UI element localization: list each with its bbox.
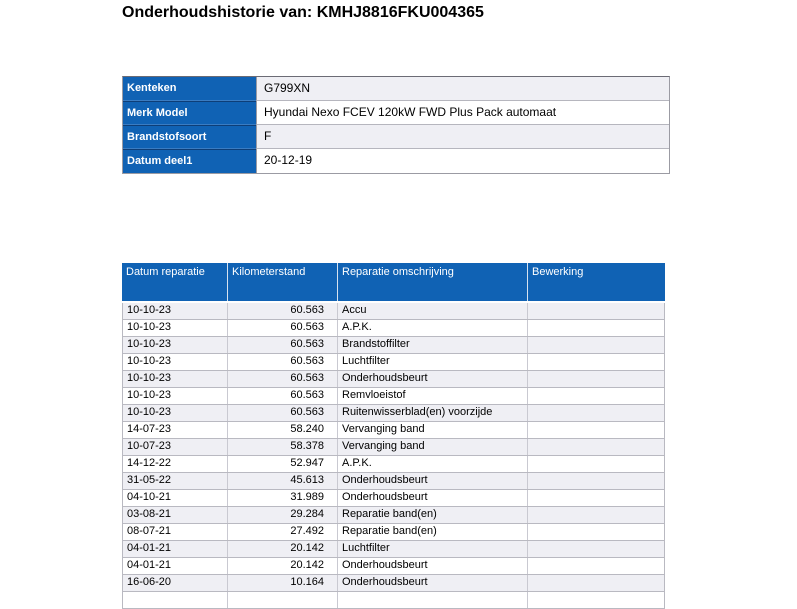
cell-datum-reparatie: 08-07-21 xyxy=(122,524,228,540)
cell-bewerking xyxy=(528,422,665,438)
cell-kilometerstand: 60.563 xyxy=(228,320,338,336)
cell-kilometerstand: 60.563 xyxy=(228,354,338,370)
cell-datum-reparatie: 04-01-21 xyxy=(122,541,228,557)
table-row xyxy=(122,422,665,439)
cell-datum-reparatie: 10-10-23 xyxy=(122,337,228,353)
cell-datum-reparatie: 04-01-21 xyxy=(122,558,228,574)
cell-reparatie-omschrijving: Accu xyxy=(338,303,528,319)
cell-kilometerstand: 29.284 xyxy=(228,507,338,523)
cell-datum-reparatie: 14-12-22 xyxy=(122,456,228,472)
vehicle-info-row xyxy=(123,125,669,149)
vehicle-info-value: Hyundai Nexo FCEV 120kW FWD Plus Pack automaat xyxy=(256,101,669,125)
cell-datum-reparatie: 10-10-23 xyxy=(122,303,228,319)
cell-bewerking xyxy=(528,456,665,472)
cell-kilometerstand: 20.142 xyxy=(228,558,338,574)
cell-reparatie-omschrijving: Onderhoudsbeurt xyxy=(338,575,528,591)
cell-reparatie-omschrijving: Brandstoffilter xyxy=(338,337,528,353)
maintenance-history-table xyxy=(122,263,665,609)
vehicle-info-value: G799XN xyxy=(256,77,669,101)
cell-bewerking xyxy=(528,490,665,506)
cell-bewerking xyxy=(528,524,665,540)
cell-datum-reparatie: 10-10-23 xyxy=(122,371,228,387)
table-row xyxy=(122,541,665,558)
table-row xyxy=(122,320,665,337)
cell-bewerking xyxy=(528,337,665,353)
cell-reparatie-omschrijving: Onderhoudsbeurt xyxy=(338,473,528,489)
cell-kilometerstand: 60.563 xyxy=(228,371,338,387)
cell-reparatie-omschrijving: Luchtfilter xyxy=(338,354,528,370)
cell-bewerking xyxy=(528,558,665,574)
cell-kilometerstand: 60.563 xyxy=(228,388,338,404)
vehicle-info-row xyxy=(123,101,669,125)
cell-datum-reparatie: 14-07-23 xyxy=(122,422,228,438)
cell-bewerking xyxy=(528,320,665,336)
vehicle-info-table xyxy=(122,76,670,174)
cell-reparatie-omschrijving: Reparatie band(en) xyxy=(338,524,528,540)
vehicle-info-value: 20-12-19 xyxy=(256,149,669,173)
cell-reparatie-omschrijving: Onderhoudsbeurt xyxy=(338,371,528,387)
table-row xyxy=(122,490,665,507)
cell-reparatie-omschrijving: Onderhoudsbeurt xyxy=(338,558,528,574)
cell-reparatie-omschrijving: Reparatie band(en) xyxy=(338,507,528,523)
cell-kilometerstand: 20.142 xyxy=(228,541,338,557)
cell-bewerking xyxy=(528,388,665,404)
cell-datum-reparatie: 16-06-20 xyxy=(122,575,228,591)
cell-kilometerstand: 60.563 xyxy=(228,303,338,319)
column-header-reparatie-omschrijving: Reparatie omschrijving xyxy=(338,263,528,301)
cell-kilometerstand: 45.613 xyxy=(228,473,338,489)
vehicle-info-label: Merk Model xyxy=(123,101,256,125)
vehicle-info-row xyxy=(123,77,669,101)
cell-kilometerstand: 27.492 xyxy=(228,524,338,540)
cell-datum-reparatie: 03-08-21 xyxy=(122,507,228,523)
cell-empty xyxy=(528,592,665,608)
table-row xyxy=(122,524,665,541)
cell-bewerking xyxy=(528,473,665,489)
table-row xyxy=(122,507,665,524)
table-row xyxy=(122,456,665,473)
table-row xyxy=(122,575,665,592)
cell-bewerking xyxy=(528,541,665,557)
column-header-datum-reparatie: Datum reparatie xyxy=(122,263,228,301)
cell-reparatie-omschrijving: A.P.K. xyxy=(338,320,528,336)
cell-bewerking xyxy=(528,303,665,319)
table-row xyxy=(122,473,665,490)
cell-datum-reparatie: 31-05-22 xyxy=(122,473,228,489)
cell-kilometerstand: 31.989 xyxy=(228,490,338,506)
cell-kilometerstand: 58.378 xyxy=(228,439,338,455)
vehicle-info-label: Kenteken xyxy=(123,77,256,101)
cell-bewerking xyxy=(528,575,665,591)
cell-datum-reparatie: 04-10-21 xyxy=(122,490,228,506)
maintenance-table-body xyxy=(122,303,665,609)
cell-kilometerstand: 60.563 xyxy=(228,405,338,421)
page-title: Onderhoudshistorie van: KMHJ8816FKU004365 xyxy=(122,4,484,21)
cell-bewerking xyxy=(528,439,665,455)
vehicle-info-value: F xyxy=(256,125,669,149)
table-row xyxy=(122,388,665,405)
cell-bewerking xyxy=(528,371,665,387)
cell-datum-reparatie: 10-10-23 xyxy=(122,354,228,370)
vehicle-info-row xyxy=(123,149,669,173)
cell-datum-reparatie: 10-10-23 xyxy=(122,405,228,421)
cell-kilometerstand: 58.240 xyxy=(228,422,338,438)
cell-datum-reparatie: 10-10-23 xyxy=(122,388,228,404)
table-row xyxy=(122,558,665,575)
cell-kilometerstand: 10.164 xyxy=(228,575,338,591)
column-header-bewerking: Bewerking xyxy=(532,266,584,278)
cell-reparatie-omschrijving: Vervanging band xyxy=(338,422,528,438)
cell-kilometerstand: 52.947 xyxy=(228,456,338,472)
cell-empty xyxy=(122,592,228,608)
cell-empty xyxy=(228,592,338,608)
cell-bewerking xyxy=(528,354,665,370)
cell-bewerking xyxy=(528,507,665,523)
cell-reparatie-omschrijving: Remvloeistof xyxy=(338,388,528,404)
cell-datum-reparatie: 10-07-23 xyxy=(122,439,228,455)
maintenance-table-header xyxy=(122,263,665,301)
column-header-kilometerstand: Kilometerstand xyxy=(228,263,338,301)
cell-empty xyxy=(338,592,528,608)
cell-reparatie-omschrijving: Onderhoudsbeurt xyxy=(338,490,528,506)
table-row xyxy=(122,354,665,371)
cell-reparatie-omschrijving: Luchtfilter xyxy=(338,541,528,557)
vehicle-info-label: Brandstofsoort xyxy=(123,125,256,149)
cell-reparatie-omschrijving: A.P.K. xyxy=(338,456,528,472)
table-row-partial xyxy=(122,592,665,609)
table-row xyxy=(122,405,665,422)
vehicle-info-label: Datum deel1 xyxy=(123,149,256,173)
cell-reparatie-omschrijving: Ruitenwisserblad(en) voorzijde xyxy=(338,405,528,421)
table-row xyxy=(122,337,665,354)
table-row xyxy=(122,303,665,320)
cell-datum-reparatie: 10-10-23 xyxy=(122,320,228,336)
cell-reparatie-omschrijving: Vervanging band xyxy=(338,439,528,455)
table-row xyxy=(122,371,665,388)
cell-kilometerstand: 60.563 xyxy=(228,337,338,353)
cell-bewerking xyxy=(528,405,665,421)
table-row xyxy=(122,439,665,456)
